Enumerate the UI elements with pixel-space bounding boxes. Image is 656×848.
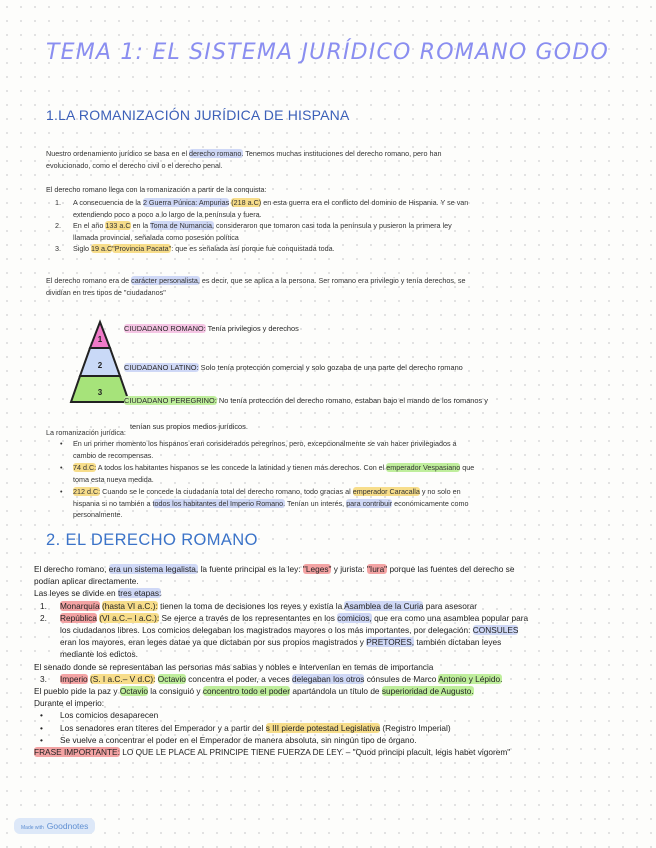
personalist-paragraph: El derecho romano era de carácter personalista, es decir, que se aplica a la persona. Ser romano era privilegio y tenía derechos, se dividían en tres tipos de "ciudadanos" [46, 276, 466, 297]
list-item: • 74 d.C: A todos los habitantes hispanos se les concede la latinidad y tienen más derechos. Con el emperador Vespasiano que toma esta nueva medida. [60, 463, 475, 484]
list-item: • En un primer momento los hispanos eran considerados peregrinos, pero, excepcionalmente se van hacer privilegiados a cambio de recompensas. [60, 439, 457, 460]
list-item: • Los comicios desaparecen [40, 710, 159, 721]
list-item: • Se vuelve a concentrar el poder en el Emperador de manera absoluta, sin ningún tipo de órgano. [40, 734, 417, 745]
empire-list [40, 709, 634, 746]
list-item: 1. A consecuencia de la 2 Guerra Púnica: Ampurias (218 a.C) en esta guerra era el conflicto del dominio de Hispania. Y se van extendiendo poco a poco a lo largo de la península y fuera. [55, 198, 469, 219]
citizen-pyramid [68, 318, 132, 406]
citizen-peregrine: CIUDADANO PEREGRINO: No tenía protección del derecho romano, estaban bajo el mando de los romanos y tenían sus propios medios jurídicos. [124, 396, 488, 431]
citizen-latin: CIUDADANO LATINO: Solo tenía protección comercial y solo gozaba de una parte del derecho romano [124, 363, 463, 372]
conquest-intro: El derecho romano llega con la romanización a partir de la conquista: [46, 185, 267, 194]
peace-line: El pueblo pide la paz y Octavio la consiguió y concentro todo el poder apartándola un título de superioridad de Augusto. [34, 686, 474, 697]
intro-paragraph: Nuestro ordenamiento jurídico se basa en el derecho romano. Tenemos muchas instituciones del derecho romano, pero han evolucionado, como el derecho civil o el derecho penal. [46, 149, 442, 170]
page-title: TEMA 1: EL SISTEMA JURÍDICO ROMANO GODO [46, 40, 609, 65]
section1-heading: 1.LA ROMANIZACIÓN JURÍDICA DE HISPANA [46, 107, 350, 123]
romanization-list [60, 438, 640, 521]
pyramid-label-3: 3 [97, 388, 103, 397]
list-item: • 212 d.C: Cuando se le concede la ciudadanía total del derecho romano, todo gracias al emperador Caracalla y no solo en hispania si no también a todos los habitantes del Imperio Romano. Tenían un interés, para contribuir económicamente como personalmente. [60, 487, 469, 519]
citizen-roman: CIUDADANO ROMANO: Tenía privilegios y derechos [124, 324, 299, 333]
section2-heading: 2. EL DERECHO ROMANO [46, 531, 258, 549]
stage-republic: 2. República (VI a.C.– I a.C.): Se ejerce a través de los representantes en los comicios, que era como una asamblea popular para los ciudadanos libres. Los comicios delegaban los magistrados mayores o los más importantes, por delegación: CONSULES eran los mayores, eran leges datae ya que dictaban por sus propios magistrados y PRETORES, también dictaban leyes mediante los edictos. [40, 612, 529, 660]
empire-title: Durante el imperio: [34, 698, 105, 709]
list-item: 3. Siglo 19 a.C"Provincia Pacata": que es señalada así porque fue conquistada toda. [55, 244, 335, 253]
stages-intro: Las leyes se divide en tres etapas: [34, 588, 162, 599]
pyramid-label-2: 2 [97, 361, 103, 370]
important-phrase: FRASE IMPORTANTE: LO QUE LE PLACE AL PRINCIPE TIENE FUERZA DE LEY. – "Quod principi placuit, legis habet vigorem" [34, 747, 511, 758]
pyramid-label-1: 1 [97, 335, 103, 344]
legalist-paragraph: El derecho romano, era un sistema legalista, la fuente principal es la ley: "Leges" y jurista: "Iura" porque las fuentes del derecho se podían aplicar directamente. [34, 564, 515, 587]
list-item: 2. En el año 133 a.C en la Toma de Numancia, consideraron que tomaron casi toda la península y pusieron la primera ley llamada provincial, señalada como posesión política [55, 221, 452, 242]
list-item: • Los senadores eran títeres del Emperador y a partir del s III pierde potestad Legislativa (Registro Imperial) [40, 722, 451, 733]
stage-monarchy: 1. Monarquía (hasta VI a.C.): tienen la toma de decisiones los reyes y existía la Asamblea de la Curia para asesorar [40, 600, 477, 611]
romanization-title: La romanización jurídica: [46, 428, 126, 437]
stage-empire: 3. Imperio (S. I a.C.– V d.C): Octavio concentra el poder, a veces delegaban los otros cónsules de Marco Antonio y Lépido. [40, 673, 503, 684]
senate-line: El senado donde se representaban las personas más sabias y nobles e intervenían en temas de importancia [34, 661, 434, 672]
goodnotes-logo: Made with Goodnotes [14, 818, 95, 834]
section2-body [34, 563, 634, 758]
conquest-list [55, 197, 635, 255]
